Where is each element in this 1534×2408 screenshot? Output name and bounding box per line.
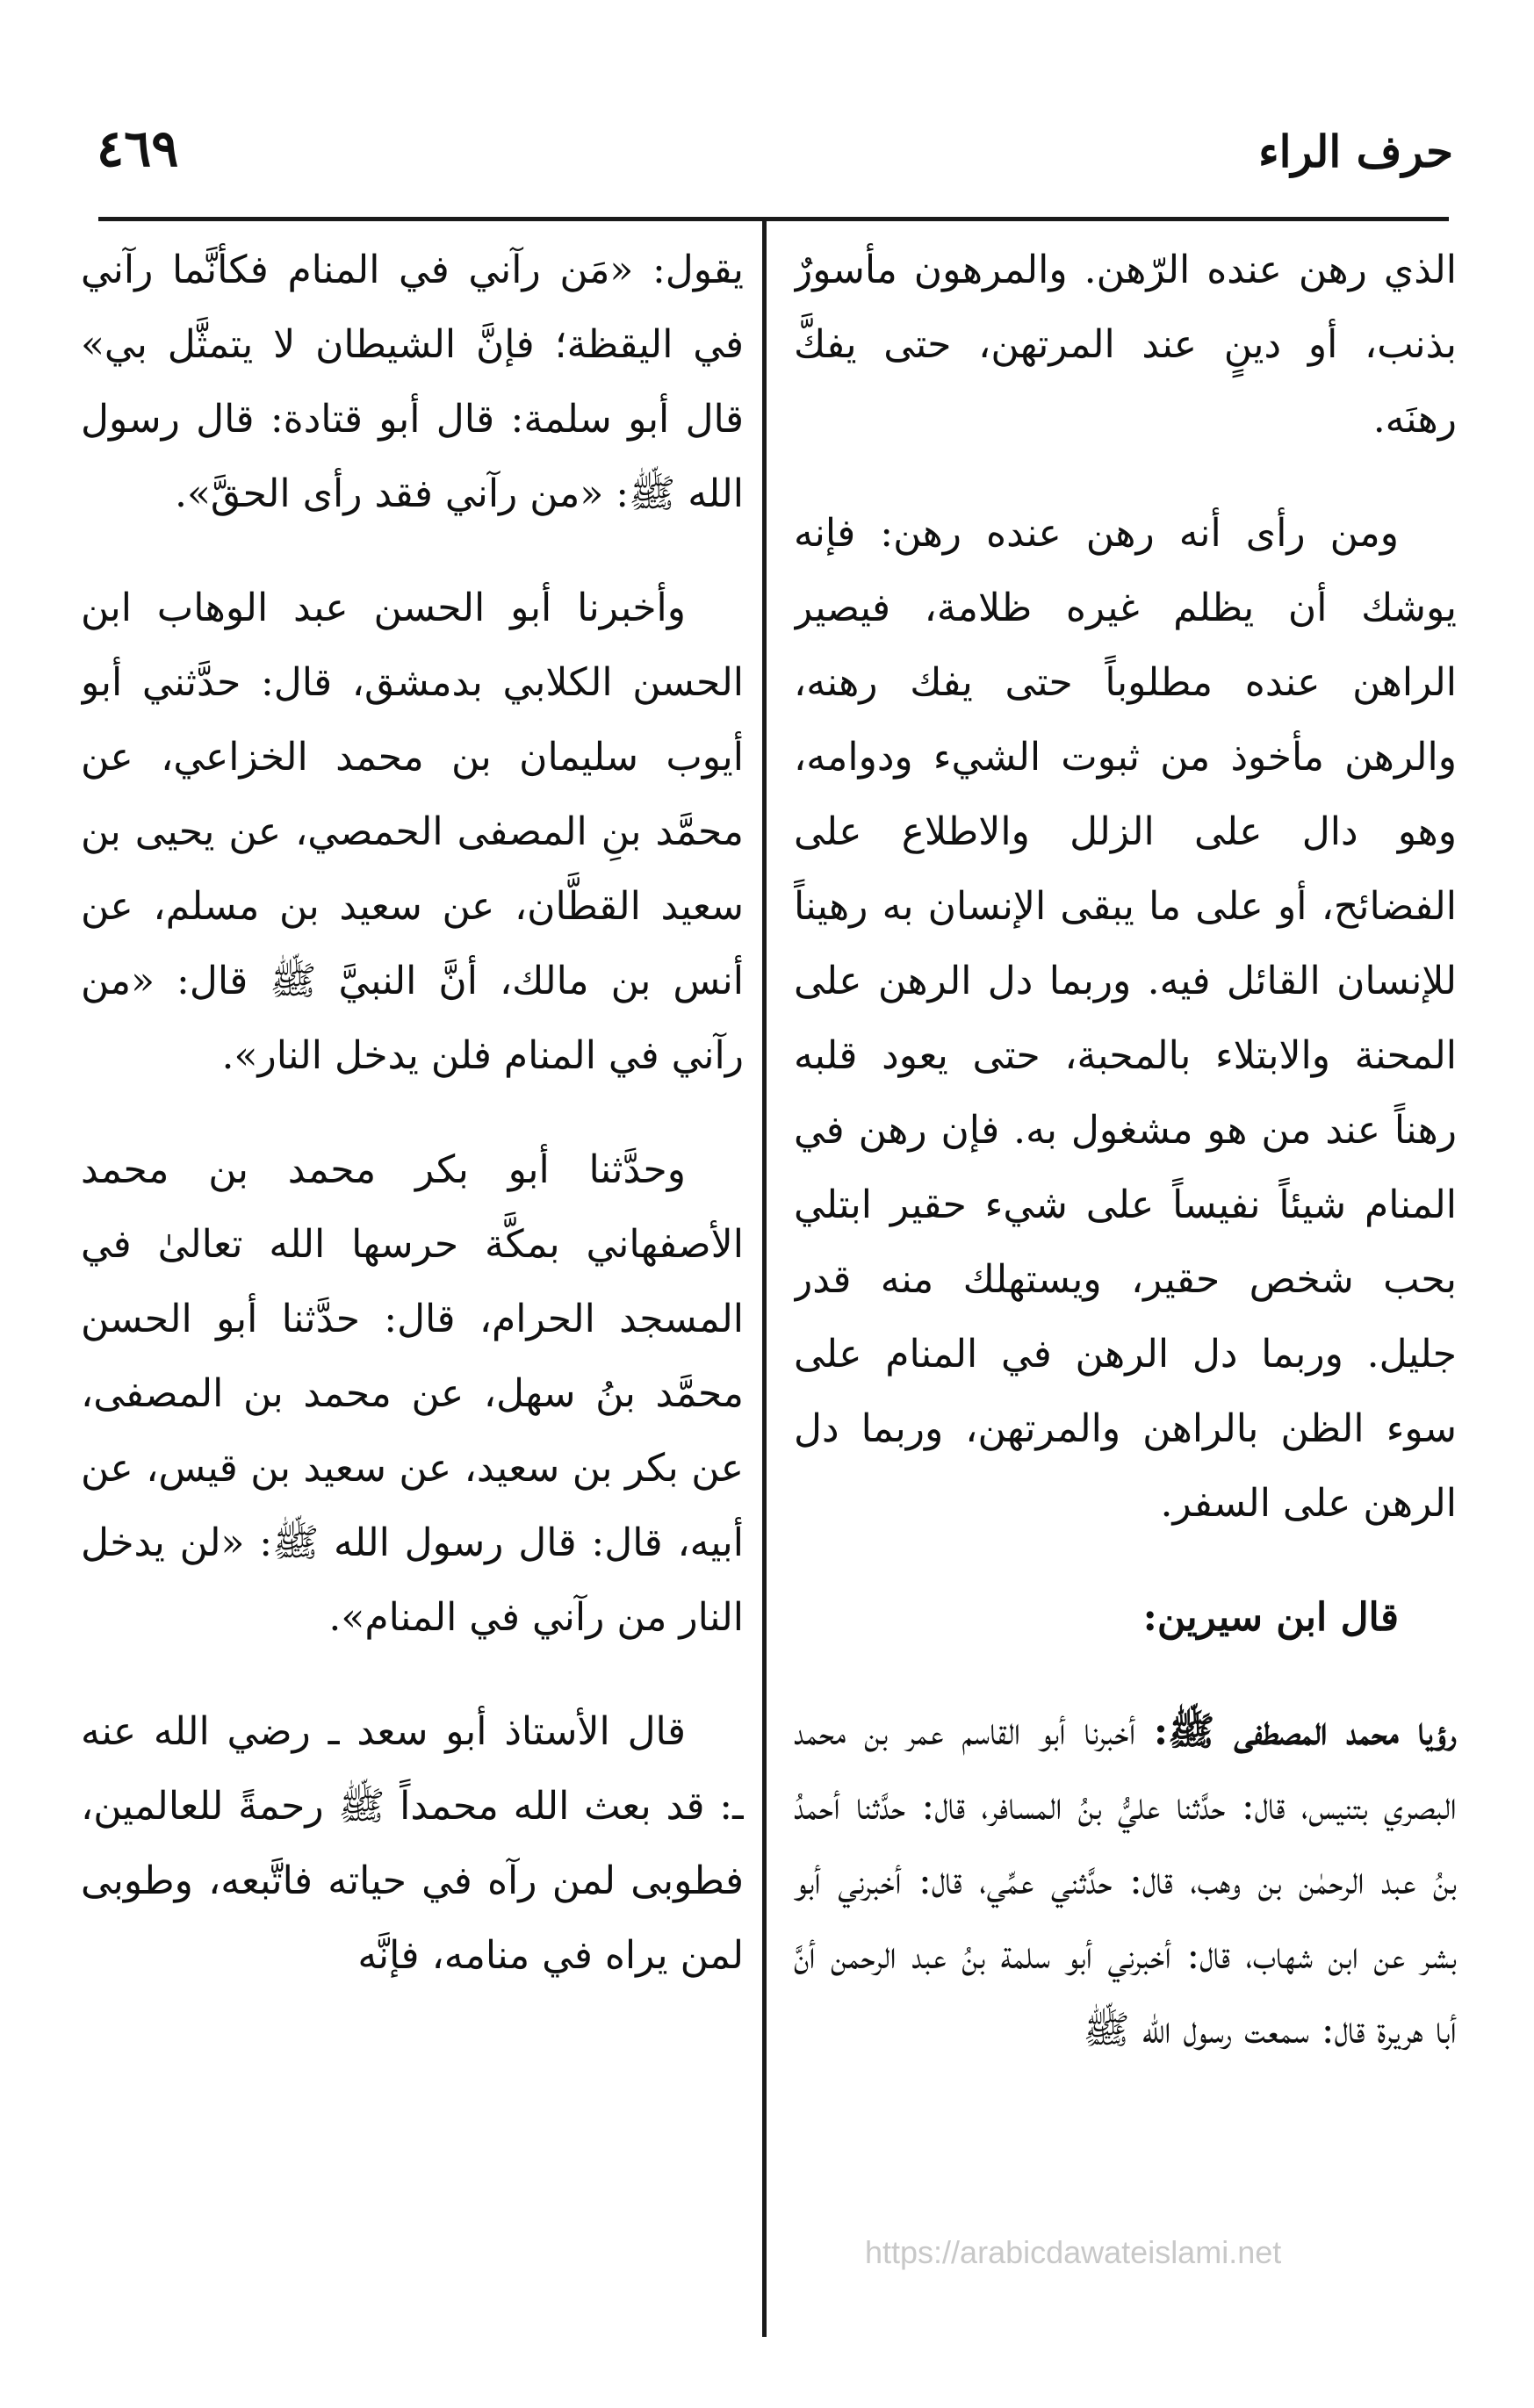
page-header <box>97 119 1453 198</box>
subheading-inline: رؤيا محمد المصطفى ﷺ: <box>1153 1709 1457 1754</box>
running-title: حرف الراء <box>1258 126 1453 177</box>
paragraph: قال الأستاذ أبو سعد ـ رضي الله عنه ـ: قد بعث الله محمداً ﷺ رحمةً للعالمين، فطوبى لمن رآه في حياته فاتَّبعه، وطوبى لمن يراه في منامه، فإنَّه <box>81 1709 744 1978</box>
paragraph-text: أخبرنا أبو القاسم عمر بن محمد البصري بتنيس، قال: حدَّثنا عليُّ بنُ المسافر، قال: حدَّثنا أحمدُ بنُ عبد الرحمٰن بن وهب، قال: حدَّثني عمِّي، قال: أخبرني أبو بشر عن ابن شهاب، قال: أخبرني أبو سلمة بنُ عبد الرحمن أنَّ أبا هريرة قال: سمعت رسول الله ﷺ <box>794 1709 1457 2052</box>
page-number: ٤٦٩ <box>97 119 179 178</box>
paragraph: يقول: «مَن رآني في المنام فكأنَّما رآني في اليقظة؛ فإنَّ الشيطان لا يتمثَّل بي» قال أبو سلمة: قال أبو قتادة: قال رسول الله ﷺ: «من رآني فقد رأى الحقَّ». <box>81 248 744 516</box>
paragraph: ومن رأى أنه رهن عنده رهن: فإنه يوشك أن يظلم غيره ظلامة، فيصير الراهن عنده مطلوباً حتى يفك رهنه، والرهن مأخوذ من ثبوت الشيء ودوامه، وهو دال على الزلل والاطلاع على الفضائح، أو على ما يبقى الإنسان به رهيناً للإنسان القائل فيه. وربما دل الرهن على المحنة والابتلاء بالمحبة، حتى يعود قلبه رهناً عند من هو مشغول به. فإن رهن في المنام شيئاً نفيساً على شيء حقير ابتلي بحب شخص حقير، ويستهلك منه قدر جليل. وربما دل الرهن في المنام على سوء الظن بالراهن والمرتهن، وربما دل الرهن على السفر. <box>794 511 1457 1526</box>
right-column <box>794 233 1457 2322</box>
paragraph: وأخبرنا أبو الحسن عبد الوهاب ابن الحسن الكلابي بدمشق، قال: حدَّثني أبو أيوب سليمان بن محمد الخزاعي، عن محمَّد بنِ المصفى الحمصي، عن يحيى بن سعيد القطَّان، عن سعيد بن مسلم، عن أنس بن مالك، أنَّ النبيَّ ﷺ قال: «من رآني في المنام فلن يدخل النار». <box>81 586 744 1078</box>
paragraph <box>794 1694 1457 2067</box>
paragraph: وحدَّثنا أبو بكر محمد بن محمد الأصفهاني بمكَّة حرسها الله تعالىٰ في المسجد الحرام، قال: حدَّثنا أبو الحسن محمَّد بنُ سهل، عن محمد بن المصفى، عن بكر بن سعيد، عن سعيد بن قيس، عن أبيه، قال: قال رسول الله ﷺ: «لن يدخل النار من رآني في المنام». <box>81 1147 744 1640</box>
watermark-url: https://arabicdawateislami.net <box>865 2234 1282 2270</box>
left-column <box>81 233 744 2322</box>
paragraph: الذي رهن عنده الرّهن. والمرهون مأسورٌ بذنب، أو دينٍ عند المرتهن، حتى يفكَّ رهنَه. <box>794 248 1457 442</box>
section-heading: قال ابن سيرين: <box>1142 1595 1399 1640</box>
header-rule <box>98 217 1449 221</box>
column-divider <box>762 221 767 2337</box>
